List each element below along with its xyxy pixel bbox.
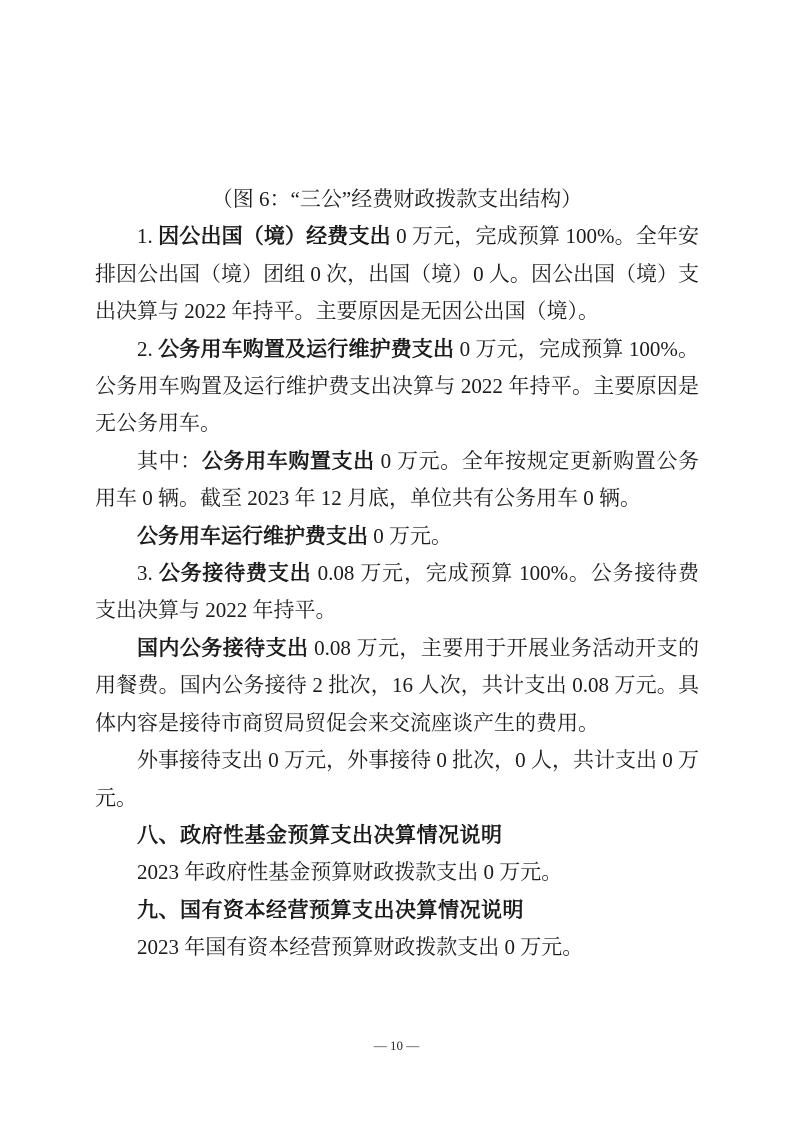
bold-text-run: 因公出国（境）经费支出: [158, 224, 391, 249]
figure-caption: （图 6：“三公”经费财政拨款支出结构）: [211, 187, 583, 211]
body-paragraph: [95, 555, 699, 630]
text-run: 0 万元，完成预算 100%。全年安排因公出国（境）团组 0 次，出国（境）0 人。因公出国（境）支出决算与 2022 年持平。主要原因是无因公出国（境）。: [95, 224, 700, 324]
bold-text-run: 八、政府性基金预算支出决算情况说明: [137, 823, 503, 847]
text-run: 0 万元。全年按规定更新购置公务用车 0 辆。截至 2023 年 12 月底，单位共有公务用车 0 辆。: [95, 448, 700, 511]
body-paragraph: [95, 443, 699, 518]
body-paragraph: [95, 742, 699, 817]
text-run: 1.: [137, 224, 159, 249]
bold-text-run: 公务用车购置及运行维护费支出: [158, 336, 455, 361]
body-paragraph: [95, 218, 699, 330]
body-paragraph: [95, 630, 699, 742]
document-body: [95, 181, 699, 967]
bold-text-run: 公务用车运行维护费支出: [137, 523, 368, 548]
text-run: 0.08 万元，完成预算 100%。公务接待费支出决算与 2022 年持平。: [95, 561, 699, 623]
section-heading: [95, 892, 699, 929]
text-run: 3.: [137, 561, 159, 586]
body-paragraph: [95, 929, 699, 966]
text-run: 其中：: [137, 448, 202, 473]
bold-text-run: 公务用车购置支出: [201, 448, 375, 473]
text-run: 2023 年政府性基金预算财政拨款支出 0 万元。: [137, 860, 563, 885]
bold-text-run: 九、国有资本经营预算支出决算情况说明: [137, 898, 524, 922]
text-run: 0.08 万元，主要用于开展业务活动开支的用餐费。国内公务接待 2 批次，16 人次，共计支出 0.08 万元。具体内容是接待市商贸局贸促会来交流座谈产生的费用。: [95, 635, 700, 735]
text-run: 0 万元，完成预算 100%。公务用车购置及运行维护费支出决算与 2022 年持平。主要原因是无公务用车。: [95, 336, 700, 436]
page-number: — 10 —: [373, 1038, 420, 1053]
text-run: 2023 年国有资本经营预算财政拨款支出 0 万元。: [137, 935, 584, 960]
text-run: 外事接待支出 0 万元，外事接待 0 批次，0 人，共计支出 0 万元。: [95, 748, 699, 810]
section-heading: [95, 817, 699, 854]
text-run: 0 万元。: [368, 523, 452, 548]
body-paragraph: [95, 518, 699, 555]
bold-text-run: 国内公务接待支出: [137, 635, 309, 660]
body-paragraph: [95, 854, 699, 891]
body-paragraph: [95, 331, 699, 443]
bold-text-run: 公务接待费支出: [158, 561, 312, 586]
text-run: 2.: [137, 336, 159, 361]
